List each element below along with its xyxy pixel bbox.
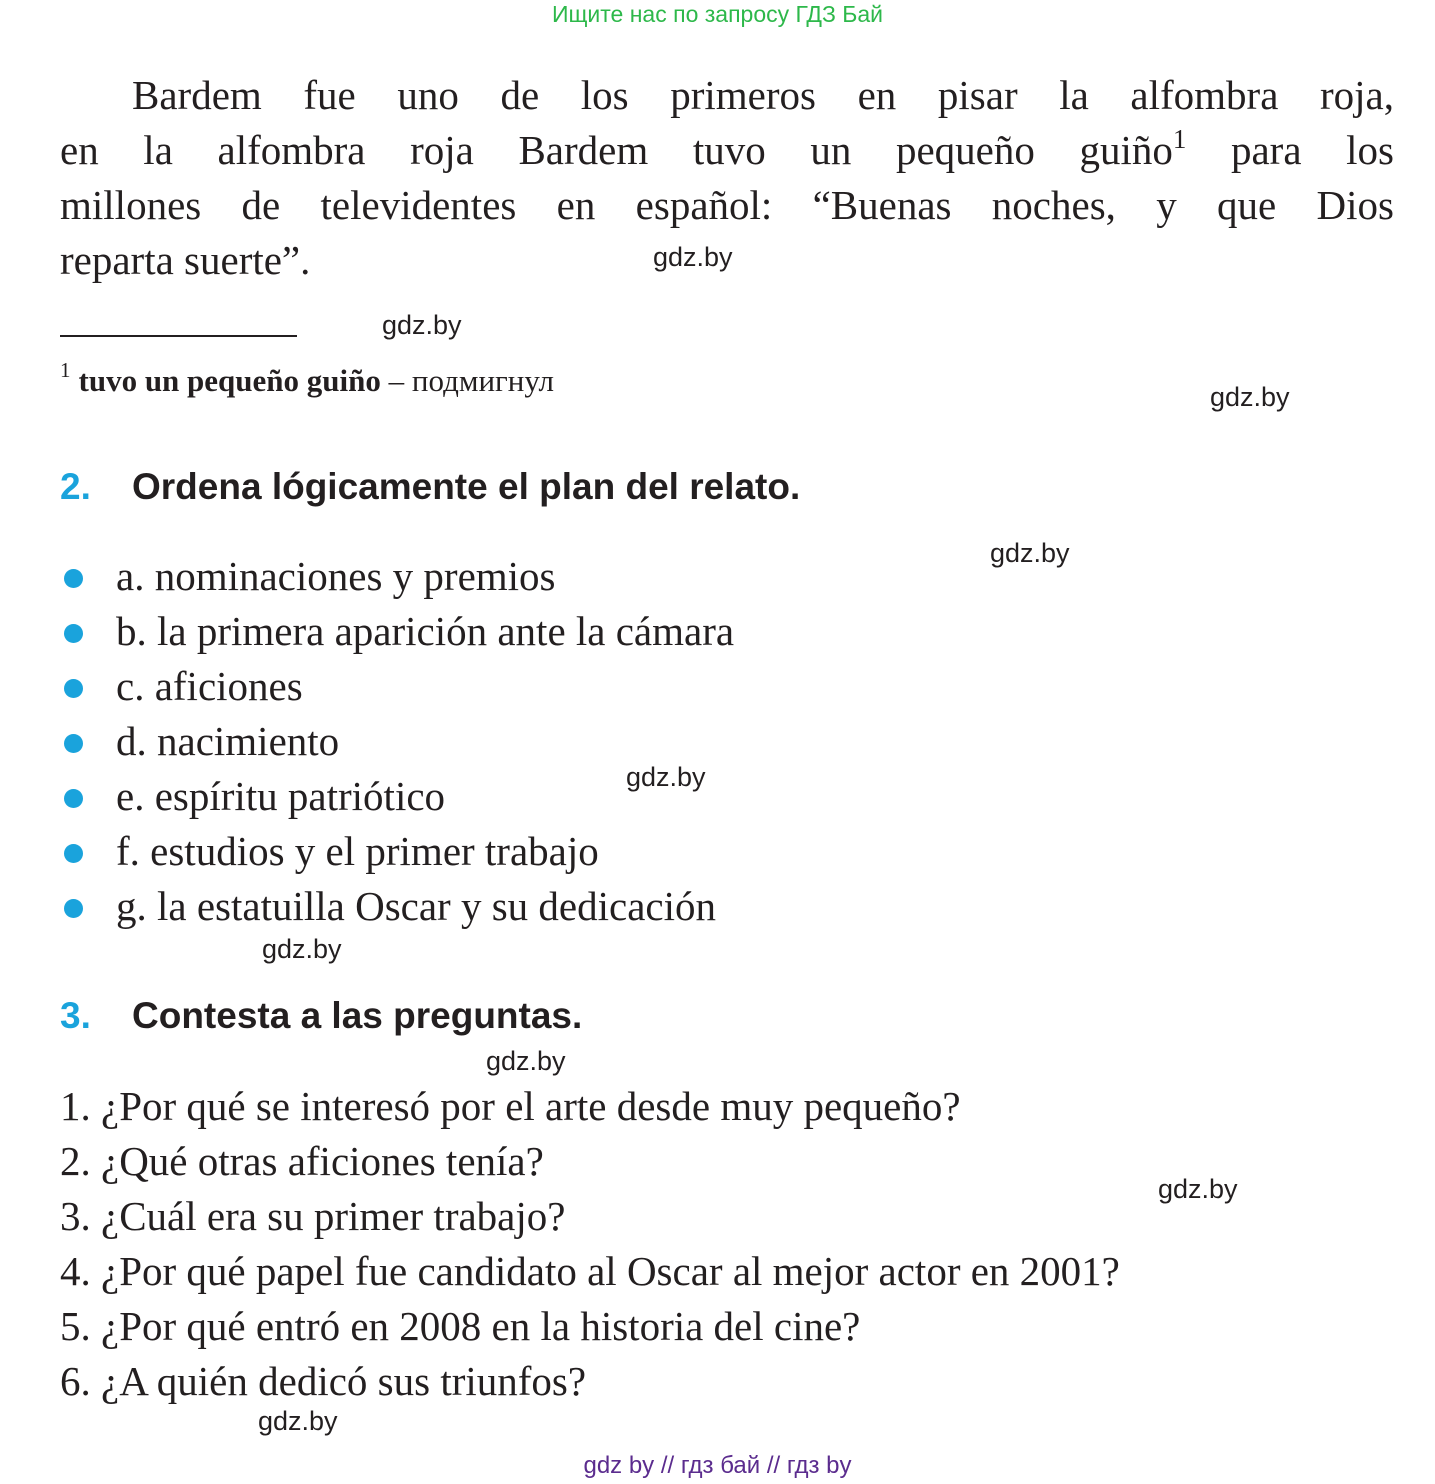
watermark: gdz.by: [1210, 382, 1290, 412]
bullet-icon: [64, 789, 83, 808]
bullet-icon: [64, 844, 83, 863]
question-4: 4. ¿Por qué papel fue candidato al Oscar al mejor actor en 2001?: [60, 1248, 1120, 1294]
watermark: gdz.by: [258, 1406, 338, 1436]
question-2: 2. ¿Qué otras aficiones tenía?: [60, 1138, 544, 1184]
bullet-icon: [64, 679, 83, 698]
task-3-number: 3.: [60, 995, 91, 1036]
bullet-icon: [64, 734, 83, 753]
paragraph-line-3: millones de televidentes en español: “Buenas noches, y que Dios: [60, 182, 1394, 228]
watermark: gdz.by: [262, 934, 342, 964]
footnote-divider: [60, 335, 297, 337]
bullet-icon: [64, 569, 83, 588]
plan-item-c: c. aficiones: [116, 663, 303, 709]
question-1: 1. ¿Por qué se interesó por el arte desde muy pequeño?: [60, 1083, 961, 1129]
footnote-translation: подмигнул: [411, 363, 554, 398]
paragraph-line-2: en la alfombra roja Bardem tuvo un pequeño guiño$^1$ para los: [60, 124, 1394, 173]
plan-item-a: a. nominaciones y premios: [116, 553, 556, 599]
task-2-number: 2.: [60, 466, 91, 507]
question-3: 3. ¿Cuál era su primer trabajo?: [60, 1193, 566, 1239]
plan-item-g: g. la estatuilla Oscar y su dedicación: [116, 883, 716, 929]
question-6: 6. ¿A quién dedicó sus triunfos?: [60, 1358, 587, 1404]
plan-item-b: b. la primera aparición ante la cámara: [116, 608, 735, 654]
watermark: gdz.by: [653, 242, 733, 272]
bottom-banner: gdz by // гдз бай // гдз by: [583, 1452, 852, 1479]
plan-item-e: e. espíritu patriótico: [116, 773, 446, 819]
footnote-dash: –: [380, 363, 412, 398]
question-5: 5. ¿Por qué entró en 2008 en la historia del cine?: [60, 1303, 861, 1349]
bullet-icon: [64, 624, 83, 643]
watermark: gdz.by: [990, 538, 1070, 568]
watermark: gdz.by: [486, 1046, 566, 1076]
watermark: gdz.by: [626, 762, 706, 792]
footnote: [60, 358, 554, 399]
plan-item-f: f. estudios y el primer trabajo: [116, 828, 599, 874]
bullet-icon: [64, 899, 83, 918]
footnote-term: tuvo un pequeño guiño: [78, 363, 381, 398]
plan-item-d: d. nacimiento: [116, 718, 340, 764]
watermark: gdz.by: [1158, 1174, 1238, 1204]
footnote-ref: 1: [1172, 124, 1187, 154]
top-banner: Ищите нас по запросу ГДЗ Бай: [551, 1, 884, 27]
footnote-number: 1: [60, 358, 71, 382]
paragraph-line-4: reparta suerte”.: [60, 237, 311, 283]
task-2-title: Ordena lógicamente el plan del relato.: [132, 466, 801, 507]
watermark: gdz.by: [382, 310, 462, 340]
task-3-title: Contesta a las preguntas.: [132, 995, 583, 1036]
paragraph-line-1: Bardem fue uno de los primeros en pisar la alfombra roja,: [132, 72, 1394, 118]
